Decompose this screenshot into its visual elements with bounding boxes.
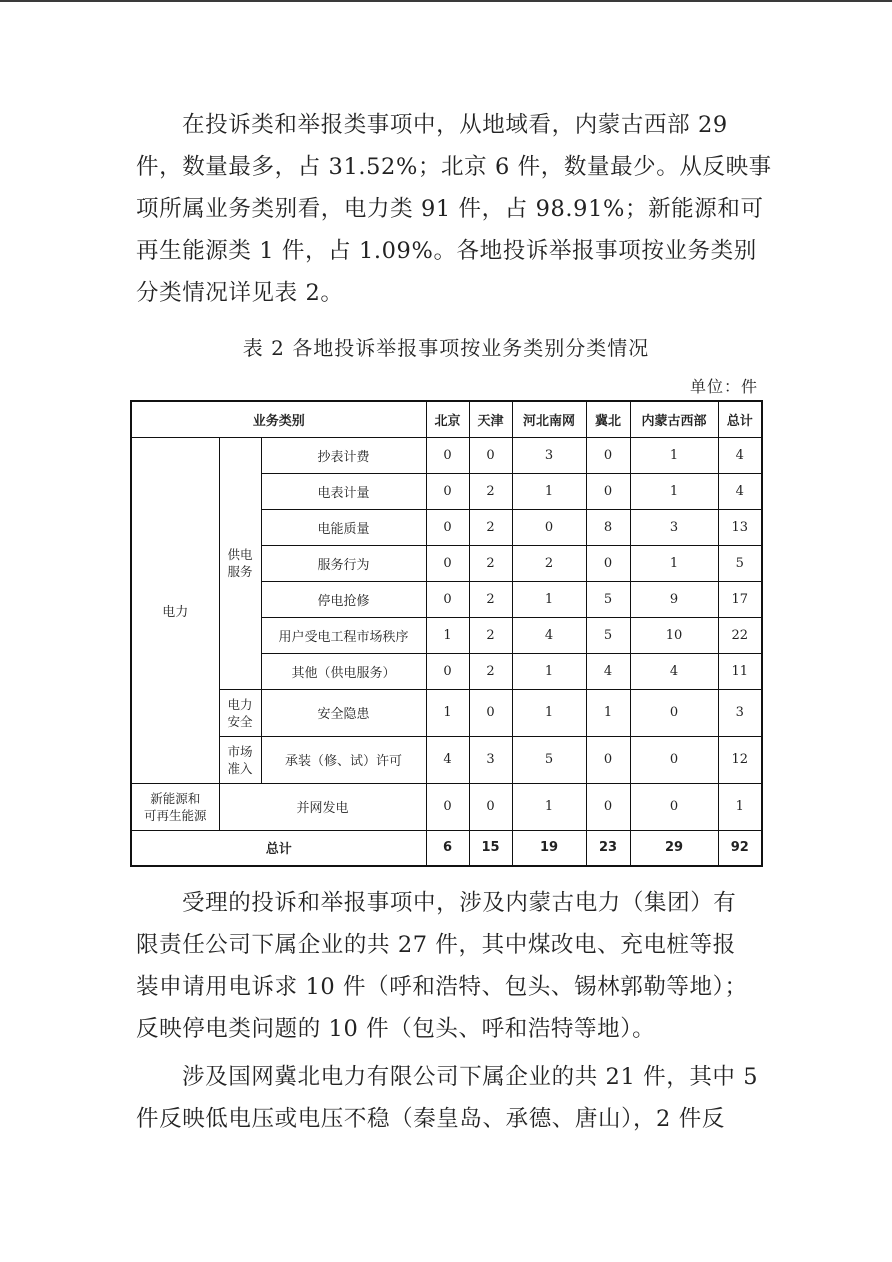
value-cell: 0	[469, 689, 512, 736]
total-cell: 12	[718, 736, 762, 783]
text-line: 件反映低电压或电压不稳（秦皇岛、承德、唐山），2 件反	[136, 1106, 725, 1132]
value-cell: 5	[586, 617, 630, 653]
total-cell: 4	[718, 437, 762, 473]
value-cell: 1	[512, 473, 586, 509]
value-cell: 0	[630, 689, 718, 736]
value-cell: 0	[426, 653, 469, 689]
page-top-border	[0, 0, 892, 2]
paragraph-inner-mongolia	[136, 882, 756, 1050]
item-cell: 电表计量	[261, 473, 426, 509]
group-power: 电力	[131, 437, 219, 783]
item-cell: 抄表计费	[261, 437, 426, 473]
value-cell: 3	[630, 509, 718, 545]
value-cell: 2	[469, 617, 512, 653]
value-cell: 1	[630, 473, 718, 509]
text-line: 受理的投诉和举报事项中，涉及内蒙古电力（集团）有	[182, 890, 737, 916]
value-cell: 0	[586, 545, 630, 581]
value-cell: 1	[512, 783, 586, 830]
value-cell: 4	[586, 653, 630, 689]
subgroup-label-line: 供电	[227, 547, 253, 562]
table-row	[131, 736, 762, 783]
item-cell: 其他（供电服务）	[261, 653, 426, 689]
header-region: 河北南网	[512, 401, 586, 437]
item-cell: 承装（修、试）许可	[261, 736, 426, 783]
item-cell: 安全隐患	[261, 689, 426, 736]
subgroup-label-line: 电力	[227, 696, 253, 712]
subgroup-label-line: 安全	[227, 713, 253, 729]
table-row	[131, 689, 762, 736]
value-cell: 4	[426, 736, 469, 783]
table-header-row	[131, 401, 762, 437]
total-cell: 22	[718, 617, 762, 653]
item-cell: 用户受电工程市场秩序	[261, 617, 426, 653]
subgroup-label-line: 准入	[227, 760, 253, 776]
value-cell: 0	[586, 783, 630, 830]
value-cell: 4	[630, 653, 718, 689]
subgroup-market	[219, 736, 261, 783]
item-cell: 服务行为	[261, 545, 426, 581]
value-cell: 3	[512, 437, 586, 473]
group-label-line: 新能源和	[150, 790, 201, 806]
subgroup-label-line: 市场	[227, 743, 253, 759]
total-value-cell: 6	[426, 830, 469, 866]
value-cell: 0	[426, 545, 469, 581]
value-cell: 8	[586, 509, 630, 545]
text-line: 反映停电类问题的 10 件（包头、呼和浩特等地）。	[136, 1016, 656, 1042]
header-total: 总计	[718, 401, 762, 437]
total-cell: 11	[718, 653, 762, 689]
total-cell: 17	[718, 581, 762, 617]
value-cell: 0	[586, 473, 630, 509]
text-line: 在投诉类和举报类事项中，从地域看，内蒙古西部 29	[182, 112, 728, 138]
subgroup-safety	[219, 689, 261, 736]
item-cell: 电能质量	[261, 509, 426, 545]
value-cell: 1	[426, 689, 469, 736]
value-cell: 2	[512, 545, 586, 581]
value-cell: 0	[426, 509, 469, 545]
value-cell: 1	[630, 545, 718, 581]
value-cell: 0	[426, 783, 469, 830]
value-cell: 1	[426, 617, 469, 653]
value-cell: 5	[512, 736, 586, 783]
text-line: 分类情况详见表 2。	[136, 280, 344, 306]
total-cell: 1	[718, 783, 762, 830]
value-cell: 0	[586, 736, 630, 783]
header-category: 业务类别	[131, 401, 426, 437]
unit-label: 单位：件	[689, 377, 758, 396]
value-cell: 0	[426, 581, 469, 617]
text-line: 再生能源类 1 件，占 1.09%。各地投诉举报事项按业务类别	[136, 238, 757, 264]
value-cell: 2	[469, 581, 512, 617]
subgroup-label-line: 服务	[227, 564, 253, 579]
value-cell: 9	[630, 581, 718, 617]
value-cell: 1	[512, 689, 586, 736]
value-cell: 0	[469, 783, 512, 830]
value-cell: 0	[512, 509, 586, 545]
total-label: 总计	[131, 830, 426, 866]
text-line: 项所属业务类别看，电力类 91 件，占 98.91%；新能源和可	[136, 196, 764, 222]
value-cell: 0	[630, 736, 718, 783]
value-cell: 1	[512, 581, 586, 617]
item-cell: 并网发电	[219, 783, 426, 830]
value-cell: 2	[469, 473, 512, 509]
total-cell: 3	[718, 689, 762, 736]
value-cell: 0	[586, 437, 630, 473]
value-cell: 0	[426, 473, 469, 509]
value-cell: 1	[586, 689, 630, 736]
total-cell: 5	[718, 545, 762, 581]
value-cell: 0	[469, 437, 512, 473]
value-cell: 10	[630, 617, 718, 653]
group-renewable	[131, 783, 219, 830]
value-cell: 1	[512, 653, 586, 689]
subgroup-supply	[219, 437, 261, 689]
total-value-cell: 92	[718, 830, 762, 866]
item-cell: 停电抢修	[261, 581, 426, 617]
total-cell: 4	[718, 473, 762, 509]
value-cell: 5	[586, 581, 630, 617]
table-row	[131, 437, 762, 473]
total-cell: 13	[718, 509, 762, 545]
paragraph-complaint-summary	[136, 104, 772, 314]
text-line: 装申请用电诉求 10 件（呼和浩特、包头、锡林郭勒等地）；	[136, 974, 748, 1000]
total-value-cell: 23	[586, 830, 630, 866]
table-row	[131, 783, 762, 830]
text-line: 件，数量最多，占 31.52%；北京 6 件，数量最少。从反映事	[136, 154, 772, 180]
paragraph-jibei	[136, 1056, 759, 1140]
value-cell: 2	[469, 545, 512, 581]
value-cell: 2	[469, 509, 512, 545]
category-table	[130, 400, 763, 867]
value-cell: 4	[512, 617, 586, 653]
header-region: 天津	[469, 401, 512, 437]
value-cell: 3	[469, 736, 512, 783]
header-region: 内蒙古西部	[630, 401, 718, 437]
total-value-cell: 19	[512, 830, 586, 866]
value-cell: 0	[630, 783, 718, 830]
text-line: 限责任公司下属企业的共 27 件，其中煤改电、充电桩等报	[136, 932, 736, 958]
table-total-row	[131, 830, 762, 866]
group-label-line: 可再生能源	[143, 807, 207, 823]
value-cell: 1	[630, 437, 718, 473]
text-line: 涉及国网冀北电力有限公司下属企业的共 21 件，其中 5	[182, 1064, 759, 1090]
total-value-cell: 29	[630, 830, 718, 866]
header-region: 北京	[426, 401, 469, 437]
header-region: 冀北	[586, 401, 630, 437]
table-caption: 表 2 各地投诉举报事项按业务类别分类情况	[242, 336, 650, 360]
total-value-cell: 15	[469, 830, 512, 866]
value-cell: 2	[469, 653, 512, 689]
value-cell: 0	[426, 437, 469, 473]
